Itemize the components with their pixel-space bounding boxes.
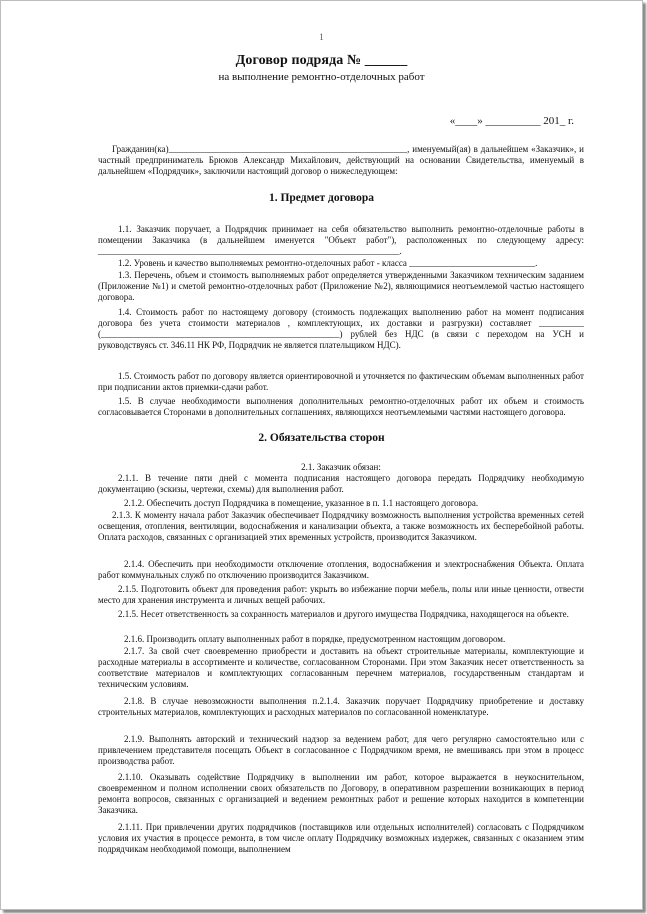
clause-1-2: 1.2. Уровень и качество выполняемых ремонтно-отделочных работ - класса ____________________________. xyxy=(118,258,538,268)
section-1-title: 1. Предмет договора xyxy=(268,192,375,204)
document-title: Договор подряда № ______ xyxy=(235,53,408,68)
clause-2-1: 2.1. Заказчик обязан: xyxy=(301,462,381,472)
clause-2-1-6: 2.1.6. Производить оплату выполненных работ в порядке, предусмотренном настоящим договором. xyxy=(124,634,506,644)
document-subtitle: на выполнение ремонтно-отделочных работ xyxy=(218,71,425,83)
clause-1-4: 1.4. Стоимость работ по настоящему договору (стоимость подлежащих выполнению работ на момент подписания договора без учета стоимости материалов , комплектующих, их доставки и разгрузки) составляет __________ (_____________________________________________________) рублей без НДС (в связи с переходом на УСН и руководствуясь ст. 346.11 НК РФ, Подрядчик не является плательщиком НДС). xyxy=(98,307,584,350)
clause-2-1-10: 2.1.10. Оказывать содействие Подрядчику в выполнении им работ, которое выражается в неукоснительном, своевременном и полном исполнении своих обязательств по Договору, в оперативном разрешении возникающих в период ремонта вопросов, связанных с организацией и ведением ремонтных работ и решение которых находится в компетенции Заказчика. xyxy=(98,772,584,815)
clause-2-1-11: 2.1.11. При привлечении других подрядчиков (поставщиков или отдельных исполнителей) согласовать с Подрядчиком условия их участия в процессе ремонта, в том числе оплату Подрядчику возможных издержек, связанных с оказанием этим подрядчикам необходимой помощи, выполнением xyxy=(98,822,584,854)
section-2-title: 2. Обязательства сторон xyxy=(258,432,385,444)
clause-1-5-additional: 1.5. В случае необходимости выполнения дополнительных ремонтно-отделочных работ их объем и стоимость согласовывается Сторонами в дополнительных соглашениях, являющихся неотъемлемыми частями настоящего договора. xyxy=(98,396,584,417)
page-number: 1 xyxy=(319,32,324,42)
clause-2-1-2: 2.1.2. Обеспечить доступ Подрядчика в помещение, указанное в п. 1.1 настоящего договора. xyxy=(124,498,479,508)
clause-1-3: 1.3. Перечень, объем и стоимость выполняемых работ определяется утвержденными Заказчиком техническим заданием (Приложение №1) и сметой ремонтно-отделочных работ (Приложение №2), являющимися неотъемлемой частью настоящего договора. xyxy=(98,270,584,302)
clause-1-1: 1.1. Заказчик поручает, а Подрядчик принимает на себя обязательство выполнить ремонтно-отделочные работы в помещении Заказчика (в дальнейшем именуется "Объект работ"), расположенных по следующему адресу: ___________________________________________________________________. xyxy=(98,224,584,256)
clause-2-1-9: 2.1.9. Выполнять авторский и технический надзор за ведением работ, для чего регулярно самостоятельно или с привлечением представителя посещать Объект в согласованное с Подрядчиком время, не вмешиваясь при этом в процесс производства работ. xyxy=(98,734,584,766)
clause-2-1-7: 2.1.7. За свой счет своевременно приобрести и доставить на объект строительные материалы, комплектующие и расходные материалы в ассортименте и количестве, согласованном Сторонами. При этом Заказчик несет ответственность за соответствие материалов и комплектующих согласованным перечнем материалов, государственным стандартам и техническим условиям. xyxy=(98,646,584,689)
clause-1-5-cost: 1.5. Стоимость работ по договору является ориентировочной и уточняется по фактическим объемам выполненных работ при подписании актов приемки-сдачи работ. xyxy=(98,371,584,392)
clause-2-1-8: 2.1.8. В случае невозможности выполнения п.2.1.4. Заказчик поручает Подрядчику приобретение и доставку строительных материалов, комплектующих и расходных материалов по согласованной номенклатуре. xyxy=(98,696,584,717)
intro-paragraph: Гражданин(ка)_____________________________________________________, именуемый(ая) в дальнейшем «Заказчик», и частный предприниматель Брюков Александр Михайлович, действующий на основании Свидетельства, именуемый в дальнейшем «Подрядчик», заключили настоящий договор о нижеследующем: xyxy=(98,144,584,176)
date-line: «____» __________ 201_ г. xyxy=(449,115,574,127)
clause-2-1-5-responsibility: 2.1.5. Несет ответственность за сохранность материалов и другого имущества Подрядчика, находящегося на объекте. xyxy=(118,609,569,619)
clause-2-1-5-prepare: 2.1.5. Подготовить объект для проведения работ: укрыть во избежание порчи мебель, полы или иные ценности, отвести место для хранения инструмента и личных вещей рабочих. xyxy=(98,584,584,605)
clause-2-1-4: 2.1.4. Обеспечить при необходимости отключение отопления, водоснабжения и электроснабжения Объекта. Оплата работ коммунальных служб по отключению производится Заказчиком. xyxy=(98,559,584,580)
clause-2-1-1: 2.1.1. В течение пяти дней с момента подписания настоящего договора передать Подрядчику необходимую документацию (эскизы, чертежи, схемы) для выполнения работ. xyxy=(98,473,584,494)
clause-2-1-3: 2.1.3. К моменту начала работ Заказчик обеспечивает Подрядчику возможность выполнения устройства временных сетей освещения, отопления, вентиляции, водоснабжения и канализации объекта, а также возможность их бесперебойной работы. Оплата расходов, связанных с организацией этих временных устройств, производится Заказчиком. xyxy=(98,510,584,542)
